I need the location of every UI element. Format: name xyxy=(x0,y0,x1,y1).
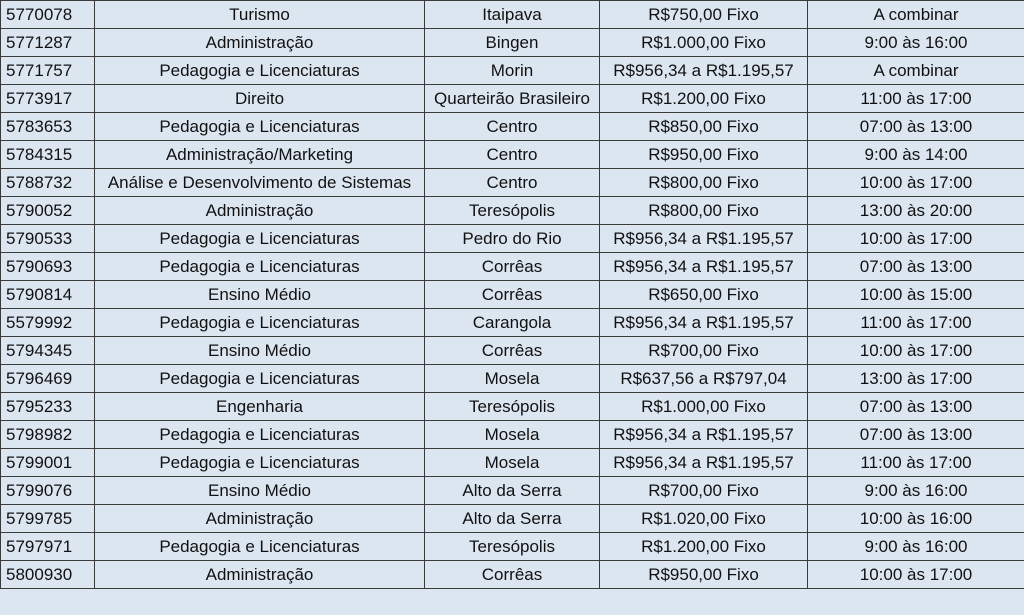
location-cell: Alto da Serra xyxy=(425,477,600,505)
job-code-cell: 5795233 xyxy=(1,393,95,421)
table-row xyxy=(1,225,1024,253)
job-code-cell: 5788732 xyxy=(1,169,95,197)
location-cell: Carangola xyxy=(425,309,600,337)
table-row xyxy=(1,85,1024,113)
salary-cell: R$700,00 Fixo xyxy=(600,477,808,505)
location-cell: Pedro do Rio xyxy=(425,225,600,253)
location-cell: Teresópolis xyxy=(425,197,600,225)
table-row xyxy=(1,197,1024,225)
course-cell: Pedagogia e Licenciaturas xyxy=(95,253,425,281)
schedule-cell: 13:00 às 20:00 xyxy=(808,197,1024,225)
schedule-cell: 07:00 às 13:00 xyxy=(808,253,1024,281)
course-cell: Administração xyxy=(95,29,425,57)
salary-cell: R$1.200,00 Fixo xyxy=(600,533,808,561)
course-cell: Administração/Marketing xyxy=(95,141,425,169)
schedule-cell: 10:00 às 17:00 xyxy=(808,561,1024,589)
schedule-cell: 07:00 às 13:00 xyxy=(808,393,1024,421)
job-code-cell: 5790533 xyxy=(1,225,95,253)
salary-cell: R$800,00 Fixo xyxy=(600,169,808,197)
table-row xyxy=(1,281,1024,309)
location-cell: Centro xyxy=(425,113,600,141)
schedule-cell: A combinar xyxy=(808,57,1024,85)
course-cell: Análise e Desenvolvimento de Sistemas xyxy=(95,169,425,197)
job-code-cell: 5796469 xyxy=(1,365,95,393)
course-cell: Engenharia xyxy=(95,393,425,421)
course-cell: Ensino Médio xyxy=(95,337,425,365)
location-cell: Alto da Serra xyxy=(425,505,600,533)
job-code-cell: 5784315 xyxy=(1,141,95,169)
table-row xyxy=(1,561,1024,589)
location-cell: Teresópolis xyxy=(425,533,600,561)
job-code-cell: 5790052 xyxy=(1,197,95,225)
course-cell: Administração xyxy=(95,561,425,589)
schedule-cell: 10:00 às 17:00 xyxy=(808,225,1024,253)
schedule-cell: A combinar xyxy=(808,1,1024,29)
table-row xyxy=(1,337,1024,365)
schedule-cell: 10:00 às 16:00 xyxy=(808,505,1024,533)
schedule-cell: 10:00 às 17:00 xyxy=(808,337,1024,365)
job-code-cell: 5771287 xyxy=(1,29,95,57)
schedule-cell: 13:00 às 17:00 xyxy=(808,365,1024,393)
salary-cell: R$956,34 a R$1.195,57 xyxy=(600,57,808,85)
table-row xyxy=(1,505,1024,533)
job-code-cell: 5799076 xyxy=(1,477,95,505)
salary-cell: R$1.200,00 Fixo xyxy=(600,85,808,113)
schedule-cell: 10:00 às 17:00 xyxy=(808,169,1024,197)
schedule-cell: 9:00 às 16:00 xyxy=(808,533,1024,561)
course-cell: Ensino Médio xyxy=(95,477,425,505)
location-cell: Itaipava xyxy=(425,1,600,29)
job-code-cell: 5790693 xyxy=(1,253,95,281)
table-row xyxy=(1,169,1024,197)
location-cell: Mosela xyxy=(425,421,600,449)
course-cell: Ensino Médio xyxy=(95,281,425,309)
job-code-cell: 5799785 xyxy=(1,505,95,533)
salary-cell: R$1.000,00 Fixo xyxy=(600,393,808,421)
job-code-cell: 5797971 xyxy=(1,533,95,561)
table-row xyxy=(1,57,1024,85)
salary-cell: R$950,00 Fixo xyxy=(600,561,808,589)
job-code-cell: 5790814 xyxy=(1,281,95,309)
location-cell: Mosela xyxy=(425,449,600,477)
salary-cell: R$956,34 a R$1.195,57 xyxy=(600,421,808,449)
location-cell: Quarteirão Brasileiro xyxy=(425,85,600,113)
schedule-cell: 11:00 às 17:00 xyxy=(808,85,1024,113)
schedule-cell: 10:00 às 15:00 xyxy=(808,281,1024,309)
location-cell: Morin xyxy=(425,57,600,85)
salary-cell: R$1.000,00 Fixo xyxy=(600,29,808,57)
job-code-cell: 5783653 xyxy=(1,113,95,141)
salary-cell: R$956,34 a R$1.195,57 xyxy=(600,449,808,477)
table-row xyxy=(1,365,1024,393)
job-code-cell: 5798982 xyxy=(1,421,95,449)
salary-cell: R$700,00 Fixo xyxy=(600,337,808,365)
location-cell: Centro xyxy=(425,169,600,197)
salary-cell: R$956,34 a R$1.195,57 xyxy=(600,309,808,337)
course-cell: Pedagogia e Licenciaturas xyxy=(95,309,425,337)
course-cell: Administração xyxy=(95,505,425,533)
location-cell: Centro xyxy=(425,141,600,169)
location-cell: Teresópolis xyxy=(425,393,600,421)
salary-cell: R$750,00 Fixo xyxy=(600,1,808,29)
location-cell: Mosela xyxy=(425,365,600,393)
table-row xyxy=(1,141,1024,169)
job-code-cell: 5773917 xyxy=(1,85,95,113)
schedule-cell: 9:00 às 16:00 xyxy=(808,477,1024,505)
job-code-cell: 5799001 xyxy=(1,449,95,477)
table-row xyxy=(1,253,1024,281)
salary-cell: R$637,56 a R$797,04 xyxy=(600,365,808,393)
schedule-cell: 11:00 às 17:00 xyxy=(808,449,1024,477)
salary-cell: R$850,00 Fixo xyxy=(600,113,808,141)
course-cell: Pedagogia e Licenciaturas xyxy=(95,449,425,477)
location-cell: Corrêas xyxy=(425,561,600,589)
course-cell: Pedagogia e Licenciaturas xyxy=(95,421,425,449)
salary-cell: R$1.020,00 Fixo xyxy=(600,505,808,533)
table-row xyxy=(1,449,1024,477)
salary-cell: R$650,00 Fixo xyxy=(600,281,808,309)
course-cell: Direito xyxy=(95,85,425,113)
schedule-cell: 11:00 às 17:00 xyxy=(808,309,1024,337)
course-cell: Pedagogia e Licenciaturas xyxy=(95,57,425,85)
job-code-cell: 5770078 xyxy=(1,1,95,29)
job-code-cell: 5771757 xyxy=(1,57,95,85)
table-row xyxy=(1,113,1024,141)
location-cell: Corrêas xyxy=(425,337,600,365)
course-cell: Turismo xyxy=(95,1,425,29)
job-code-cell: 5800930 xyxy=(1,561,95,589)
table-row xyxy=(1,29,1024,57)
job-code-cell: 5579992 xyxy=(1,309,95,337)
table-body xyxy=(1,1,1024,589)
course-cell: Pedagogia e Licenciaturas xyxy=(95,225,425,253)
schedule-cell: 9:00 às 14:00 xyxy=(808,141,1024,169)
salary-cell: R$800,00 Fixo xyxy=(600,197,808,225)
course-cell: Administração xyxy=(95,197,425,225)
course-cell: Pedagogia e Licenciaturas xyxy=(95,533,425,561)
salary-cell: R$950,00 Fixo xyxy=(600,141,808,169)
location-cell: Corrêas xyxy=(425,281,600,309)
job-code-cell: 5794345 xyxy=(1,337,95,365)
salary-cell: R$956,34 a R$1.195,57 xyxy=(600,253,808,281)
course-cell: Pedagogia e Licenciaturas xyxy=(95,113,425,141)
table-row xyxy=(1,421,1024,449)
schedule-cell: 07:00 às 13:00 xyxy=(808,113,1024,141)
table-row xyxy=(1,477,1024,505)
salary-cell: R$956,34 a R$1.195,57 xyxy=(600,225,808,253)
location-cell: Corrêas xyxy=(425,253,600,281)
schedule-cell: 9:00 às 16:00 xyxy=(808,29,1024,57)
table-row xyxy=(1,1,1024,29)
course-cell: Pedagogia e Licenciaturas xyxy=(95,365,425,393)
table-row xyxy=(1,533,1024,561)
schedule-cell: 07:00 às 13:00 xyxy=(808,421,1024,449)
table-row xyxy=(1,309,1024,337)
table-row xyxy=(1,393,1024,421)
location-cell: Bingen xyxy=(425,29,600,57)
